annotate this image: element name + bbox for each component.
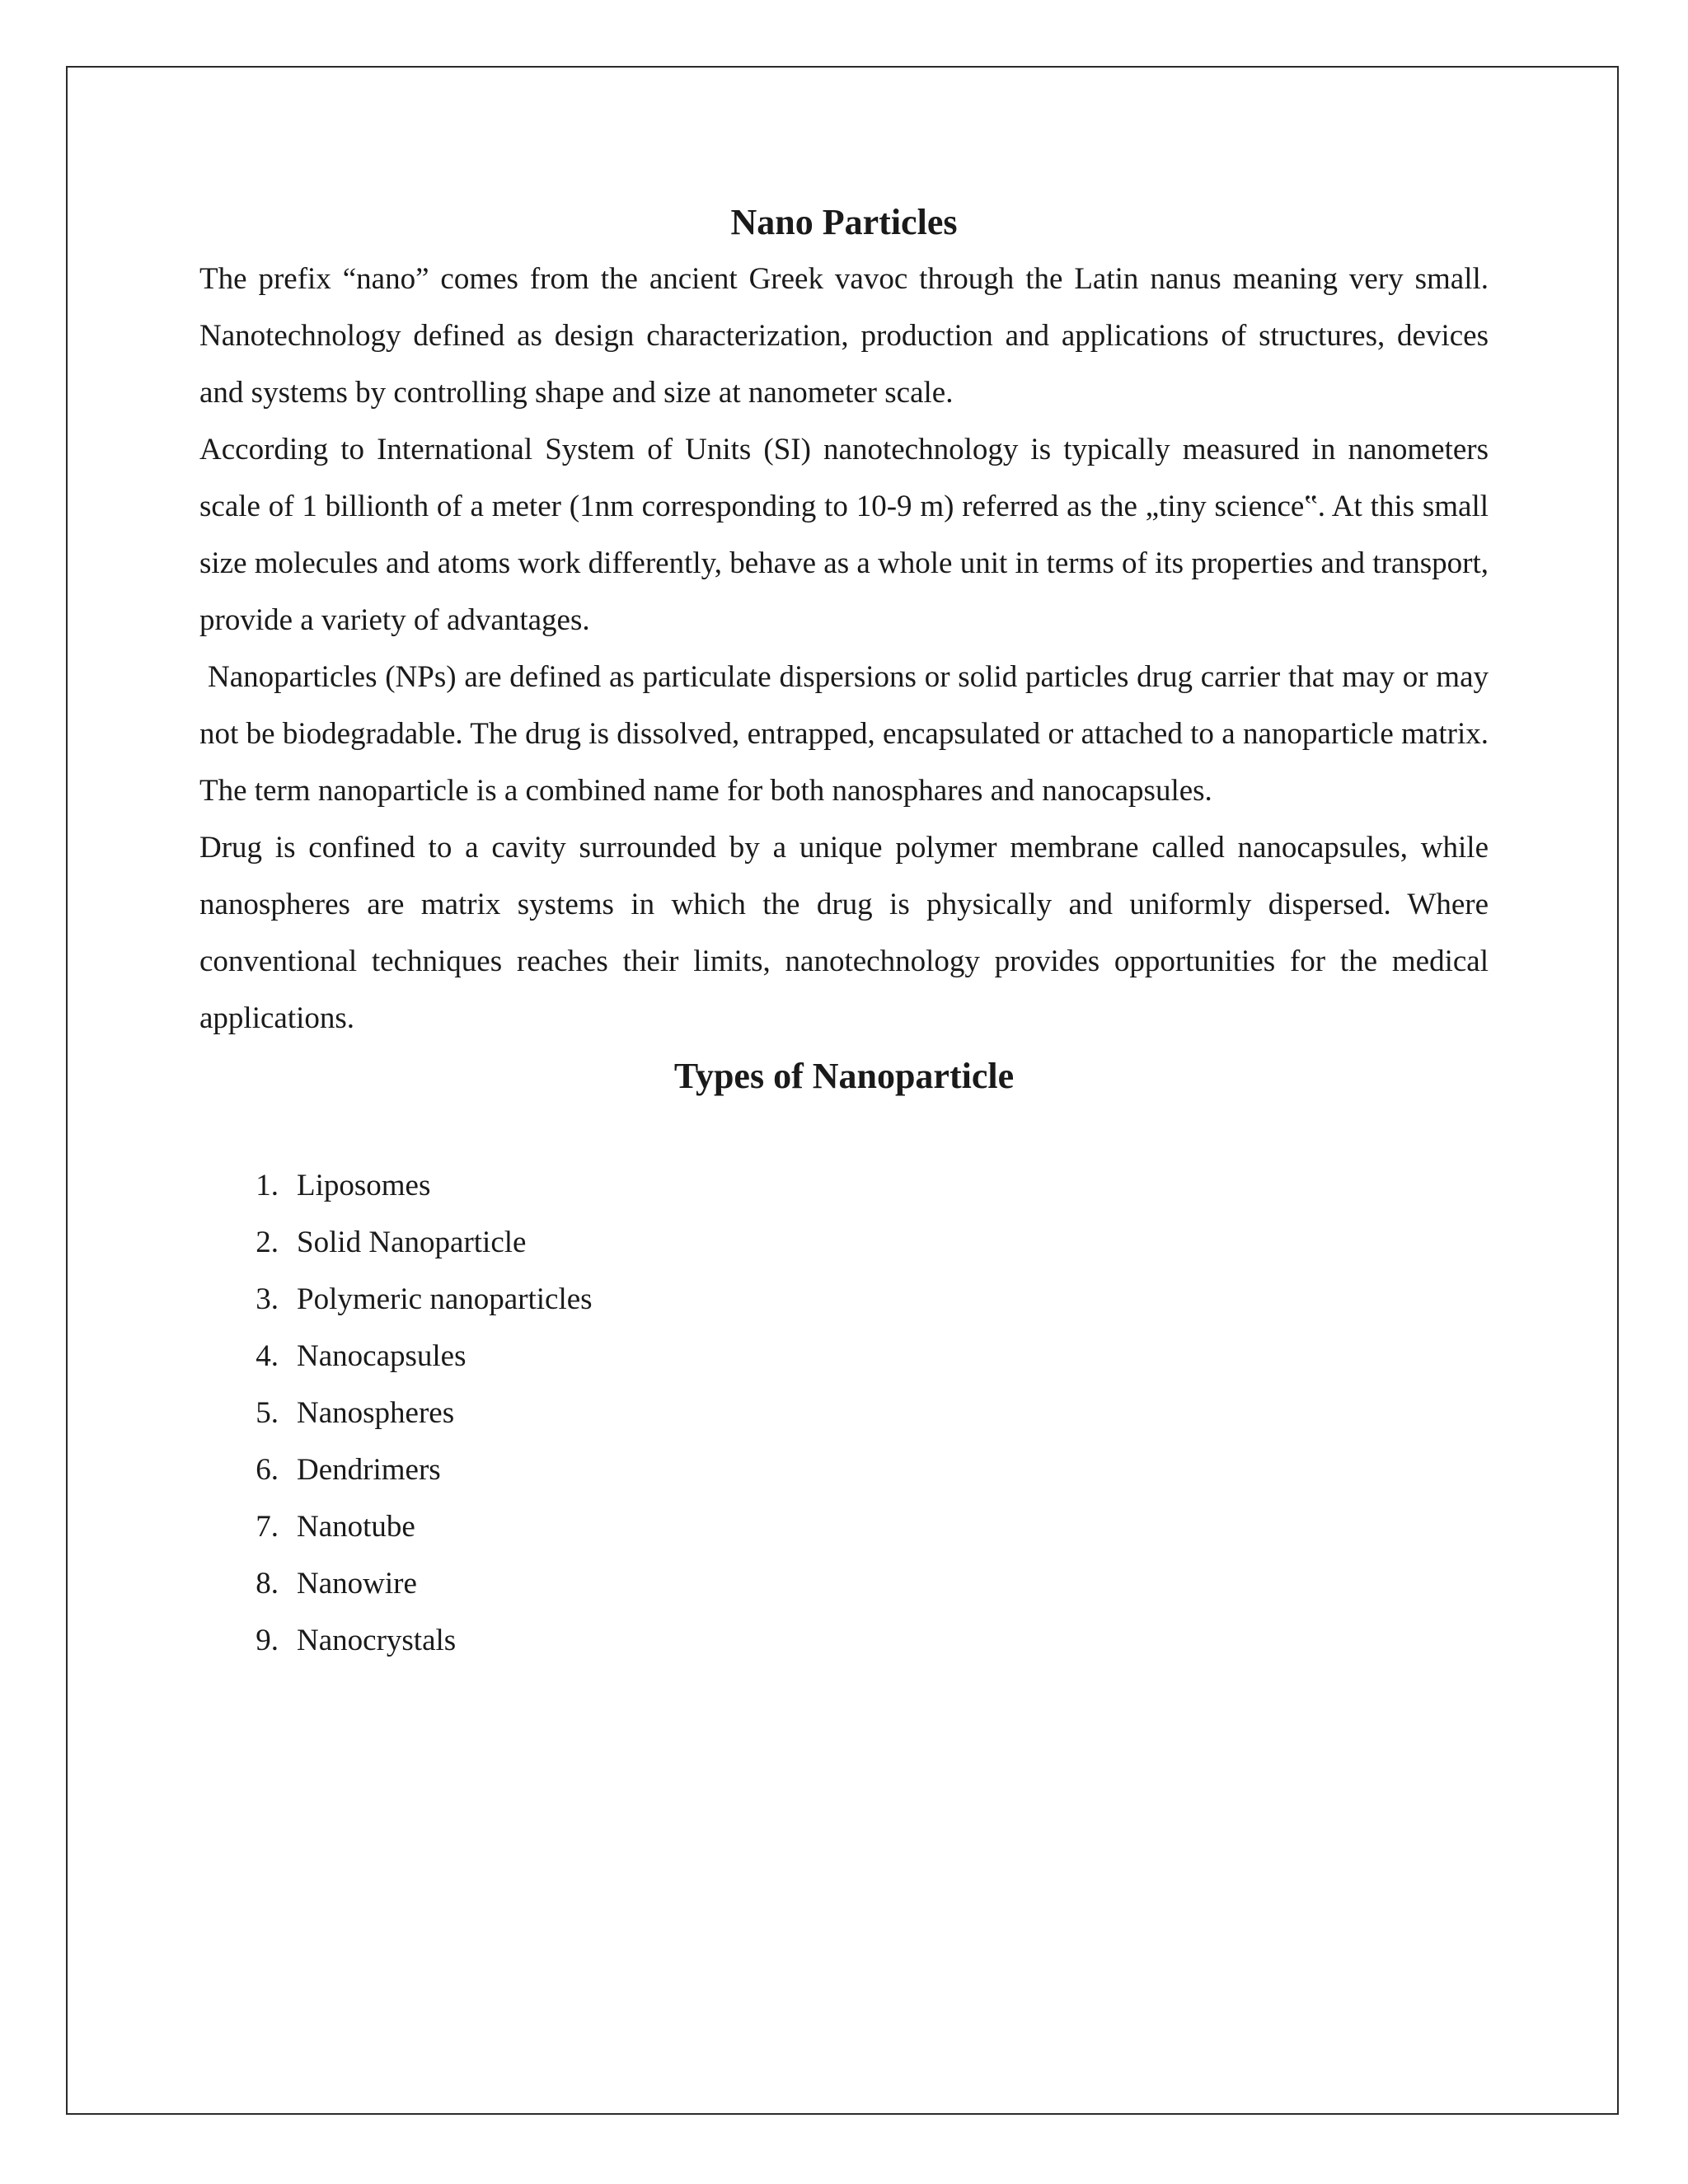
list-item-label: Nanotube [297,1510,415,1544]
paragraph-si-units: According to International System of Units (SI) nanotechnology is typically measured in nanometers scale of 1 billionth of a meter (1nm corresponding to 10-9 m) referred as the „tiny science‟. At this small size molecules and atoms work differently, behave as a whole unit in terms of its properties and transport, provide a variety of advantages. [199,433,1489,637]
list-item-label: Nanowire [297,1567,417,1601]
paragraph-nanocapsules: Drug is confined to a cavity surrounded by a unique polymer membrane called nanocapsules, while nanospheres are matrix systems in which the drug is physically and uniformly dispersed. Where conventional techniques reaches their limits, nanotechnology provides opportunities for the medical applications. [199,831,1489,1035]
list-item-label: Liposomes [297,1169,431,1202]
list-item-number: 4. [256,1339,279,1373]
types-list [199,1157,1489,1669]
list-item [199,1328,1489,1385]
list-item-number: 3. [256,1282,279,1316]
list-item-number: 9. [256,1624,279,1657]
list-item [199,1214,1489,1271]
list-item-number: 6. [256,1453,279,1487]
list-item [199,1498,1489,1555]
list-item [199,1612,1489,1669]
list-item-number: 5. [256,1396,279,1430]
document-body [199,194,1489,1669]
list-item-label: Dendrimers [297,1453,441,1487]
paragraph-nanoparticles-definition: Nanoparticles (NPs) are defined as particulate dispersions or solid particles drug carrier that may or may not be biodegradable. The drug is dissolved, entrapped, encapsulated or attached to a nanoparticle matrix. The term nanoparticle is a combined name for both nanosphares and nanocapsules. [199,660,1489,808]
paragraph-nano-prefix: The prefix “nano” comes from the ancient Greek vavoc through the Latin nanus meaning very small. Nanotechnology defined as design characterization, production and applications of structures, devices and systems by controlling shape and size at nanometer scale. [199,262,1489,410]
list-item-number: 2. [256,1226,279,1259]
list-item-number: 8. [256,1567,279,1601]
list-item [199,1441,1489,1498]
section-heading-types: Types of Nanoparticle [673,1056,1015,1096]
list-item-label: Nanospheres [297,1396,455,1430]
list-item-label: Nanocapsules [297,1339,467,1373]
list-item [199,1385,1489,1441]
list-item [199,1555,1489,1612]
list-item-number: 1. [256,1169,279,1202]
list-item [199,1271,1489,1328]
document-title: Nano Particles [730,202,958,242]
list-item-number: 7. [256,1510,279,1544]
list-item-label: Polymeric nanoparticles [297,1282,593,1316]
list-item [199,1157,1489,1214]
list-item-label: Solid Nanoparticle [297,1226,527,1259]
list-item-label: Nanocrystals [297,1624,457,1657]
